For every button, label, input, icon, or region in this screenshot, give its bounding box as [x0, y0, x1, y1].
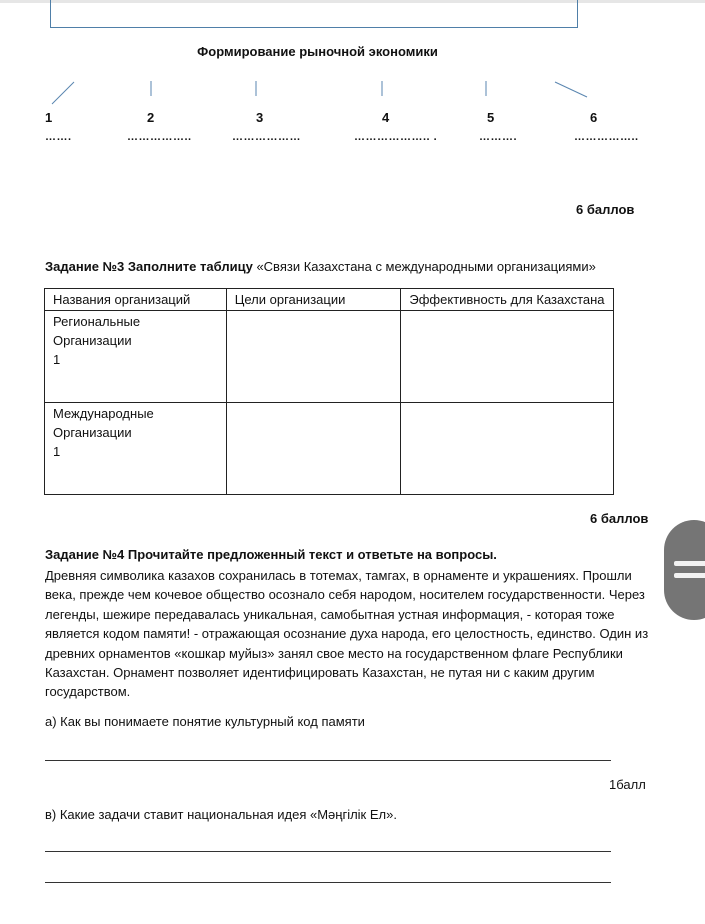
cell-regional-goals[interactable]	[226, 311, 401, 403]
question-a: а) Как вы понимаете понятие культурный код памяти	[45, 714, 365, 729]
table-row	[45, 311, 614, 403]
cell-regional-orgs: Региональные Организации 1	[45, 311, 227, 403]
drag-handle[interactable]	[664, 520, 705, 620]
item-number-1: 1	[45, 110, 53, 125]
points-label-2: 6 баллов	[590, 511, 649, 526]
answer-line-b2[interactable]	[45, 882, 611, 883]
points-label-1: 6 баллов	[576, 202, 635, 217]
diagram-title: Формирование рыночной экономики	[197, 44, 438, 59]
task3-heading	[45, 259, 596, 274]
task3-subject: «Связи Казахстана с международными организациями»	[256, 259, 596, 274]
table-row	[45, 403, 614, 495]
task4-text: Древняя символика казахов сохранилась в тотемах, тамгах, в орнаменте и украшениях. Прошли века, прежде чем кочевое общество осознало себя народом, носителем государственности. Через легенды, шежире передавалась уникальная, самобытная устная информация, - которая тоже является кодом памяти! - отражающая осознание духа народа, его целостность, единство. Один из древних орнаментов «кошкар муйыз» занял свое место на государственном флаге Республики Казахстан. Орнамент позволяет идентифицировать Казахстан, не путая ни с каким другим государством.	[45, 568, 649, 700]
connector-1	[52, 82, 74, 104]
item-blank-5: ……….	[479, 131, 518, 143]
item-number-6: 6	[590, 110, 598, 125]
answer-line-b1[interactable]	[45, 851, 611, 852]
table-header-row	[45, 289, 614, 311]
header-org-names: Названия организаций	[45, 289, 227, 311]
header-effectiveness: Эффективность для Казахстана	[401, 289, 614, 311]
task4-title: Задание №4 Прочитайте предложенный текст и ответьте на вопросы.	[45, 547, 497, 562]
item-number-2: 2	[147, 110, 155, 125]
item-number-3: 3	[256, 110, 264, 125]
item-blank-3: ………………	[232, 131, 301, 143]
header-org-goals: Цели организации	[226, 289, 401, 311]
cell-international-goals[interactable]	[226, 403, 401, 495]
answer-line-a[interactable]	[45, 760, 611, 761]
diagram-connectors	[0, 0, 705, 110]
item-number-4: 4	[382, 110, 390, 125]
handle-grip-top	[674, 561, 705, 566]
item-blank-1: …….	[45, 131, 72, 143]
item-blank-2: ……………..	[127, 131, 192, 143]
cell-regional-effectiveness[interactable]	[401, 311, 614, 403]
item-blank-6: ……………..	[574, 131, 639, 143]
organizations-table	[44, 288, 614, 495]
points-a: 1балл	[609, 777, 646, 792]
cell-international-effectiveness[interactable]	[401, 403, 614, 495]
item-blank-4: ……………….. .	[354, 131, 438, 143]
cell-international-orgs: Международные Организации 1	[45, 403, 227, 495]
question-b: в) Какие задачи ставит национальная идея «Мәңгілік Ел».	[45, 807, 397, 822]
handle-grip-bottom	[674, 573, 705, 578]
connector-6	[555, 82, 587, 97]
task3-label: Задание №3 Заполните таблицу	[45, 259, 253, 274]
item-number-5: 5	[487, 110, 495, 125]
